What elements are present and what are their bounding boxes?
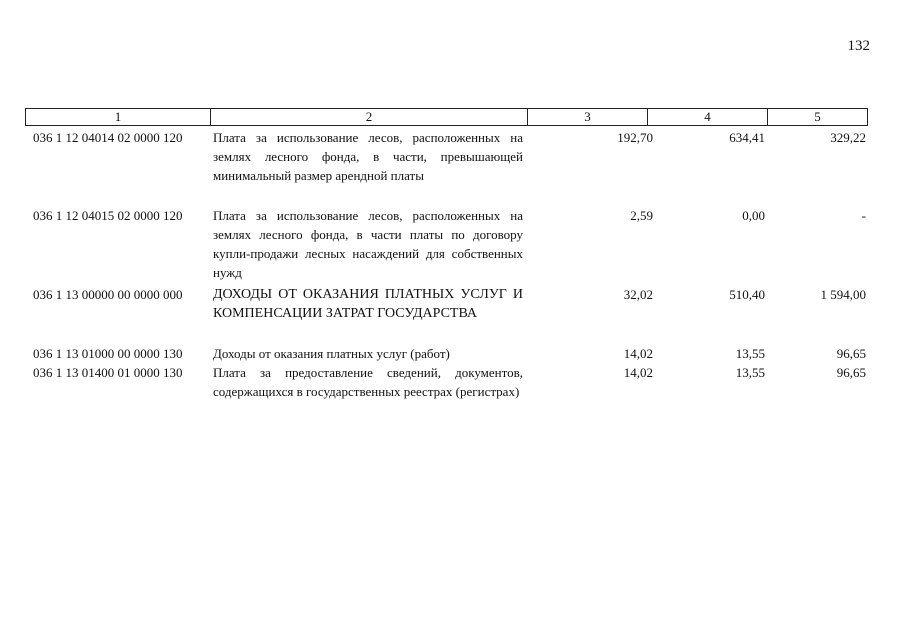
column-header-2: 2	[211, 109, 528, 125]
row-name: Плата за использование лесов, расположенных на землях лесного фонда, в части платы по договору купли-продажи лесных насаждений для собственных нужд	[213, 208, 523, 280]
column-header-4: 4	[648, 109, 768, 125]
column-header-1: 1	[26, 109, 211, 125]
row-value-col4: 13,55	[735, 346, 765, 361]
row-code: 036 1 12 04014 02 0000 120	[33, 130, 183, 145]
row-code: 036 1 13 01400 01 0000 130	[33, 365, 183, 380]
row-name: ДОХОДЫ ОТ ОКАЗАНИЯ ПЛАТНЫХ УСЛУГ И КОМПЕНСАЦИИ ЗАТРАТ ГОСУДАРСТВА	[213, 287, 523, 321]
row-name: Плата за предоставление сведений, документов, содержащихся в государственных реестрах (регистрах)	[213, 365, 523, 399]
row-value-col5: 1 594,00	[820, 287, 866, 302]
row-value-col4: 510,40	[729, 287, 765, 302]
row-value-col3: 2,59	[630, 208, 653, 223]
row-value-col5: -	[861, 208, 866, 223]
row-name: Плата за использование лесов, расположенных на землях лесного фонда, в части, превышающей минимальный размер арендной платы	[213, 130, 523, 183]
row-value-col4: 0,00	[742, 208, 765, 223]
row-value-col5: 96,65	[836, 346, 866, 361]
row-code: 036 1 12 04015 02 0000 120	[33, 208, 183, 223]
row-value-col4: 634,41	[729, 130, 765, 145]
row-value-col3: 32,02	[623, 287, 653, 302]
table-header	[25, 108, 868, 126]
row-value-col3: 14,02	[623, 365, 653, 380]
row-value-col3: 192,70	[617, 130, 653, 145]
row-value-col4: 13,55	[735, 365, 765, 380]
row-code: 036 1 13 00000 00 0000 000	[33, 287, 183, 302]
row-code: 036 1 13 01000 00 0000 130	[33, 346, 183, 361]
page-number: 132	[847, 38, 870, 54]
column-header-3: 3	[528, 109, 648, 125]
row-name: Доходы от оказания платных услуг (работ)	[213, 346, 450, 361]
row-value-col5: 96,65	[836, 365, 866, 380]
row-value-col3: 14,02	[623, 346, 653, 361]
row-value-col5: 329,22	[830, 130, 866, 145]
column-header-5: 5	[814, 109, 821, 124]
